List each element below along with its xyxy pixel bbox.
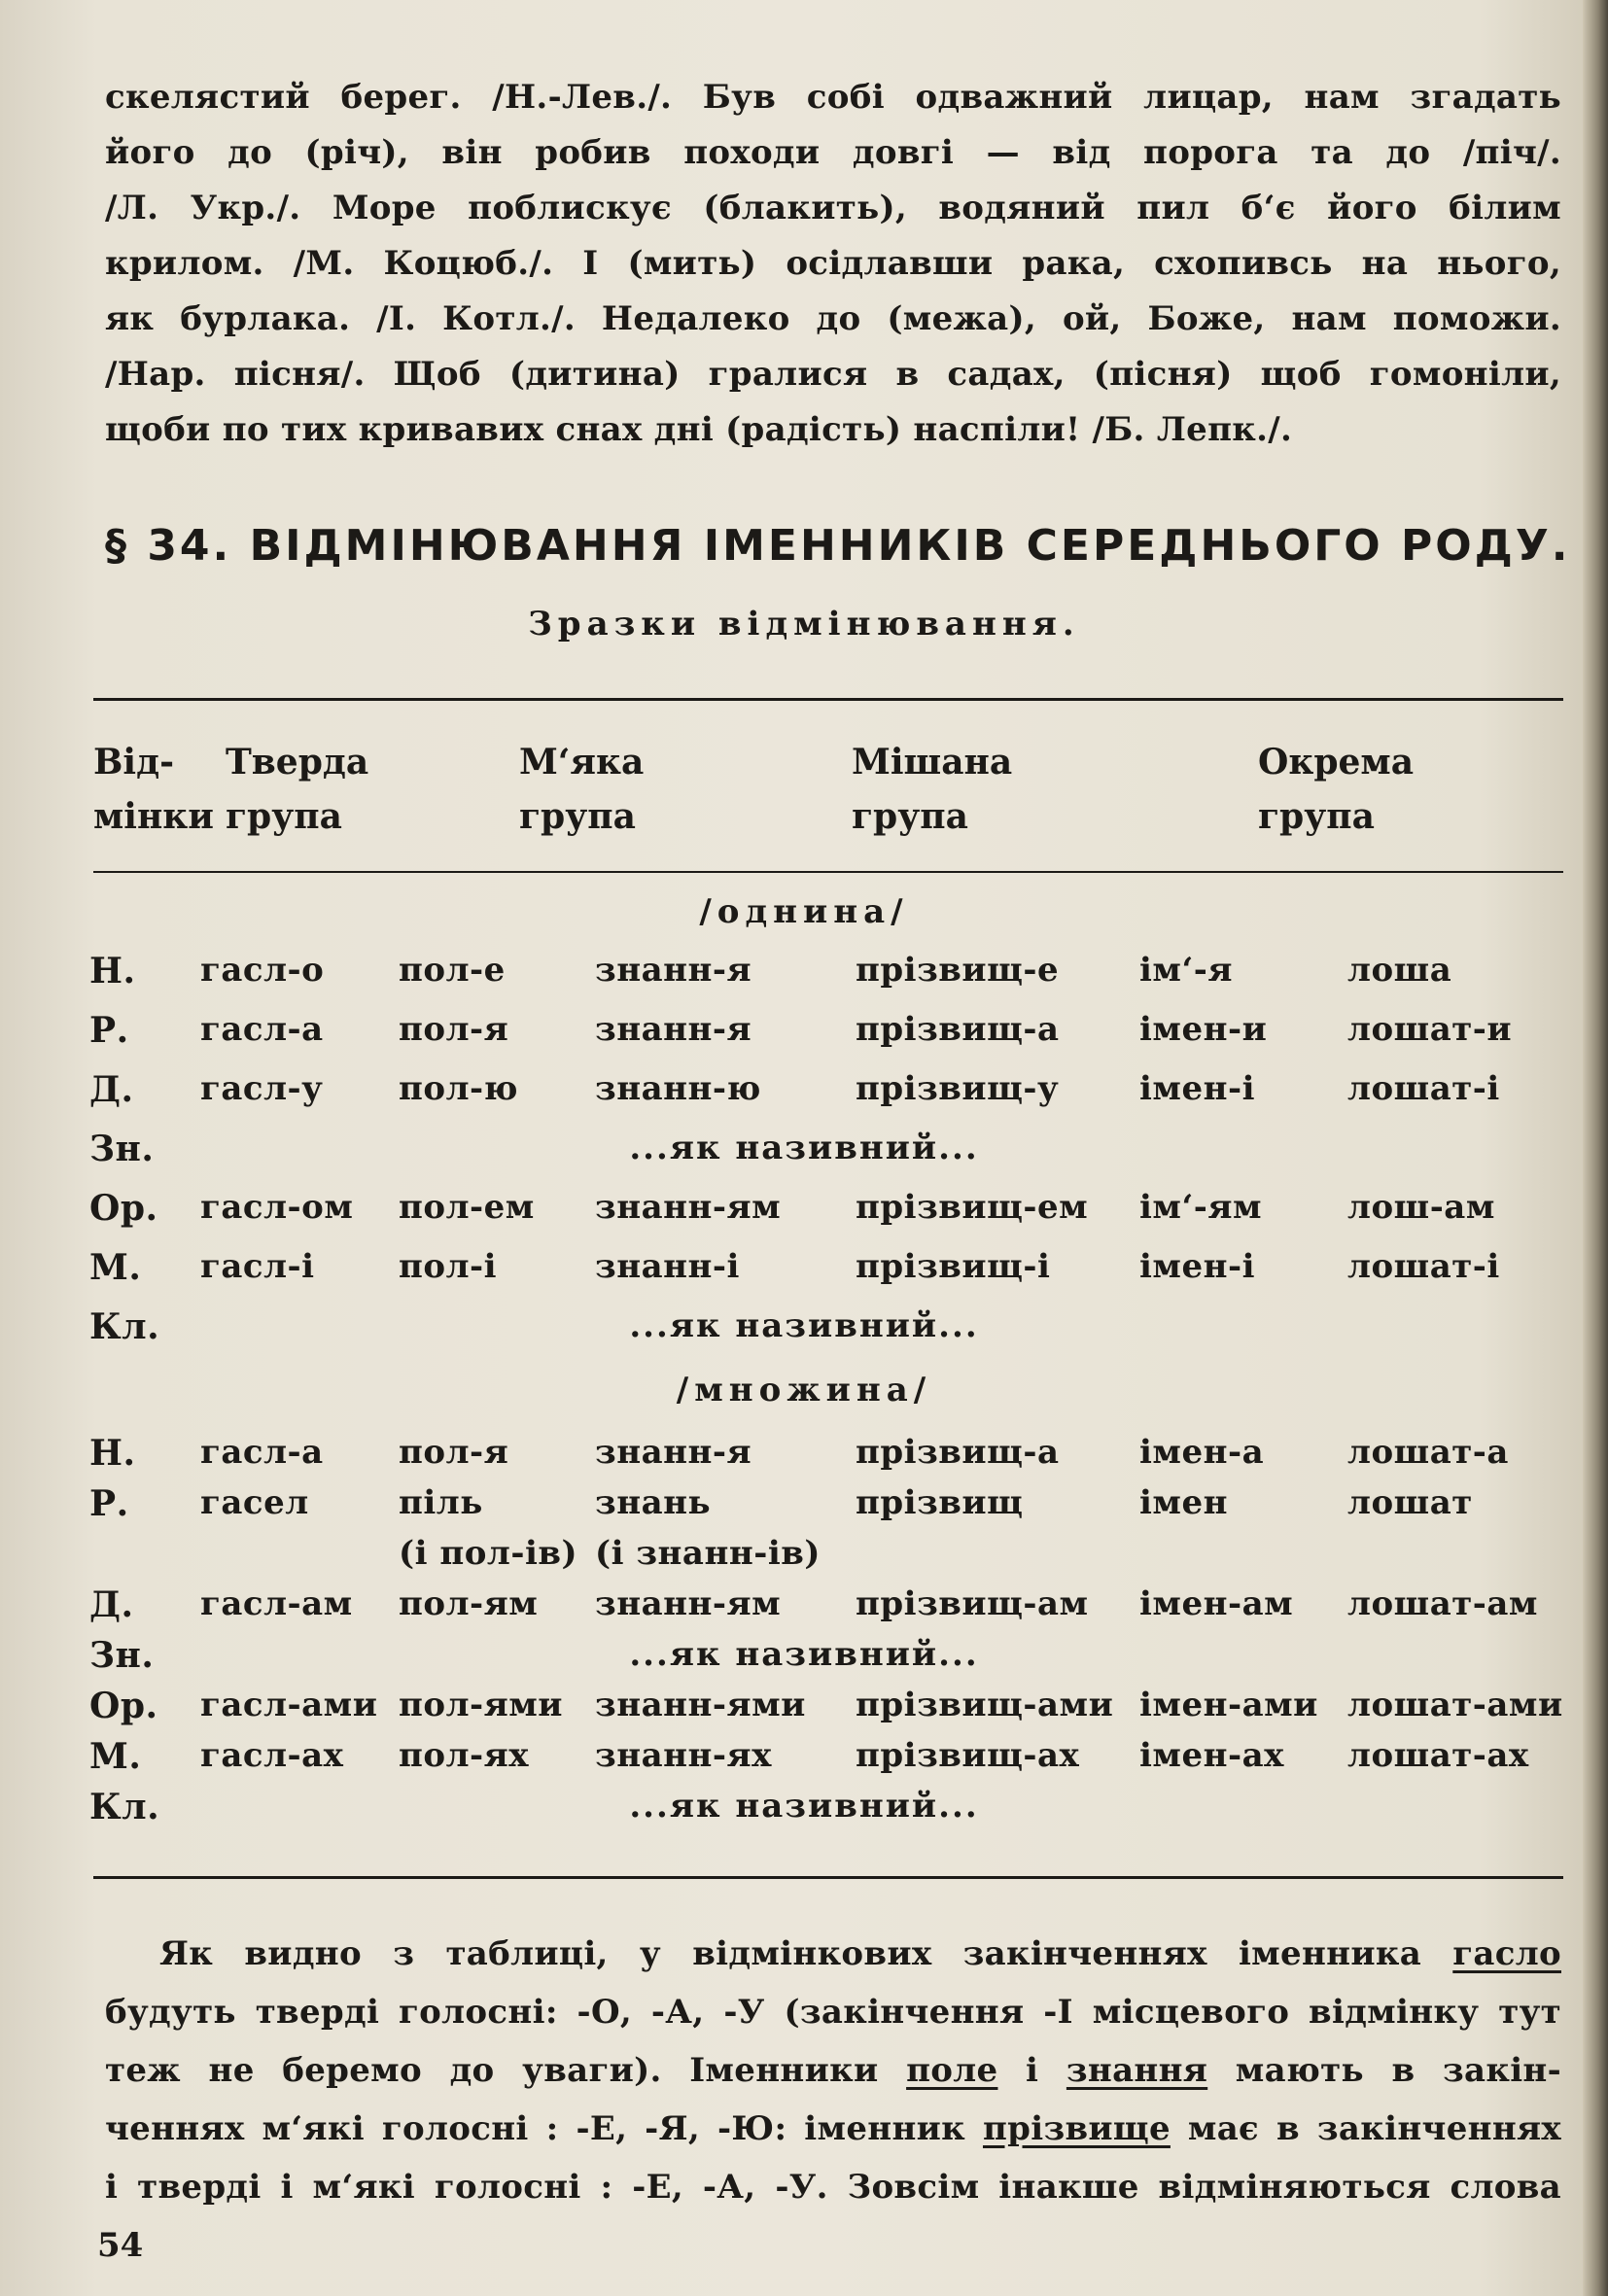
form-c5: імен-ами [1139, 1686, 1318, 1724]
plural-label: /множина/ [676, 1371, 932, 1409]
form-c1: гасл-ами [200, 1686, 378, 1724]
form-c1: гасл-о [200, 951, 325, 990]
form-c2: пол-ям [399, 1584, 539, 1623]
form-c5: імен-а [1139, 1433, 1265, 1472]
form-c1: гасл-і [200, 1247, 315, 1286]
table-row [0, 1188, 1608, 1246]
form-c6: лошат-ам [1347, 1584, 1538, 1623]
form-c6: лош-ам [1347, 1188, 1495, 1227]
form-c2: пол-і [399, 1247, 498, 1286]
same-as-nominative-note: ...як називний... [629, 1129, 979, 1167]
table-row [0, 1635, 1608, 1693]
form-c6: лошат-і [1347, 1069, 1500, 1108]
form-c6: лошат-ами [1347, 1686, 1563, 1724]
form-c3: знанн-я [595, 1433, 752, 1472]
form-c3: знанн-і [595, 1247, 740, 1286]
text-line: щоби по тих кривавих снах дні (радість) наспіли! /Б. Лепк./. [105, 410, 1293, 449]
form-c5: ім‘-я [1139, 951, 1234, 990]
form-c2: піль [399, 1483, 483, 1522]
header-bottom-rule [93, 871, 1563, 873]
table-row [0, 1306, 1608, 1365]
form-c4: прізвищ-ами [856, 1686, 1114, 1724]
same-as-nominative-note: ...як називний... [629, 1635, 979, 1674]
form-c4: прізвищ-і [856, 1247, 1051, 1286]
table-bottom-rule [93, 1876, 1563, 1879]
form-c3: знанн-ях [595, 1736, 772, 1775]
case-label: М. [89, 1736, 142, 1777]
form-c6: лошат [1347, 1483, 1473, 1522]
form-c5: імен-і [1139, 1069, 1255, 1108]
form-c1: гасл-ом [200, 1188, 354, 1227]
table-row [0, 1069, 1608, 1128]
case-label: Н. [89, 1433, 136, 1474]
form-c3: знанн-я [595, 951, 752, 990]
table-top-rule [93, 698, 1563, 701]
form-c1: гасл-ах [200, 1736, 344, 1775]
case-label: Кл. [89, 1306, 160, 1347]
table-row [0, 1686, 1608, 1744]
table-row [0, 1010, 1608, 1068]
case-label: Ор. [89, 1686, 158, 1726]
text-line: і тверді і м‘які голосні : -Е, -А, -У. Зовсім інакше відміняються слова [105, 2168, 1561, 2207]
table-row [0, 1129, 1608, 1187]
text-line: будуть тверді голосні: -О, -А, -У (закінчення -І місцевого відмінку тут [105, 1993, 1561, 2032]
form-c6: лошат-а [1347, 1433, 1509, 1472]
form-c3: знанн-ям [595, 1188, 782, 1227]
form-c4: прізвищ-ам [856, 1584, 1089, 1623]
table-row [0, 1584, 1608, 1643]
form-c5: імен-і [1139, 1247, 1255, 1286]
case-label: М. [89, 1247, 142, 1288]
text-line: ченнях м‘які голосні : -Е, -Я, -Ю: іменник прізвище має в закінченнях [105, 2109, 1561, 2148]
header-hard: Тверда група [226, 742, 369, 837]
form-c4: прізвищ-ем [856, 1188, 1089, 1227]
form-c5: імен-ах [1139, 1736, 1284, 1775]
form-c2: пол-ями [399, 1686, 564, 1724]
same-as-nominative-note: ...як називний... [629, 1306, 979, 1345]
form-c4: прізвищ-а [856, 1010, 1060, 1049]
table-subtitle: Зразки відмінювання. [528, 605, 1080, 644]
form-c3: знанн-ю [595, 1069, 761, 1108]
form-c1: гасел [200, 1483, 309, 1522]
table-row [0, 1787, 1608, 1845]
table-row [0, 1534, 1608, 1592]
form-c6: лошат-ах [1347, 1736, 1529, 1775]
form-c3: знанн-ям [595, 1584, 782, 1623]
text-line: його до (річ), він робив походи довгі — від порога та до /піч/. [105, 133, 1561, 172]
form-c5: імен-ам [1139, 1584, 1294, 1623]
header-case: Від- мінки [93, 742, 214, 837]
table-row [0, 1736, 1608, 1794]
case-label: Ор. [89, 1188, 158, 1229]
form-c2: пол-ю [399, 1069, 519, 1108]
text-line: /Нар. пісня/. Щоб (дитина) гралися в садах, (пісня) щоб гомоніли, [105, 355, 1561, 394]
text-line: теж не беремо до уваги). Іменники поле і знання мають в закін- [105, 2051, 1562, 2090]
form-c2: пол-я [399, 1010, 509, 1049]
form-c4: прізвищ [856, 1483, 1024, 1522]
form-c4: прізвищ-ах [856, 1736, 1080, 1775]
form-c5: ім‘-ям [1139, 1188, 1263, 1227]
form-c6: лошат-і [1347, 1247, 1500, 1286]
form-c5: імен [1139, 1483, 1228, 1522]
header-special: Окрема група [1258, 742, 1415, 837]
table-row [0, 1433, 1608, 1491]
text-line: як бурлака. /І. Котл./. Недалеко до (межа), ой, Боже, нам поможи. [105, 299, 1561, 338]
header-soft: М‘яка група [519, 742, 645, 837]
form-c6: лошат-и [1347, 1010, 1513, 1049]
table-row [0, 1483, 1608, 1542]
section-heading: § 34. ВІДМІНЮВАННЯ ІМЕННИКІВ СЕРЕДНЬОГО РОДУ. [105, 521, 1571, 571]
table-row [0, 951, 1608, 1009]
form-c2: пол-я [399, 1433, 509, 1472]
form-c1: гасл-а [200, 1433, 324, 1472]
form-c6: лоша [1347, 951, 1452, 990]
same-as-nominative-note: ...як називний... [629, 1787, 979, 1826]
form-c2: пол-ем [399, 1188, 535, 1227]
header-mixed: Мішана група [852, 742, 1013, 837]
case-label: Р. [89, 1010, 129, 1051]
form-c5: імен-и [1139, 1010, 1268, 1049]
text-line: Як видно з таблиці, у відмінкових закінченнях іменника гасло [159, 1934, 1561, 1973]
case-label: Р. [89, 1483, 129, 1524]
form-c3: (і знанн-ів) [595, 1534, 821, 1573]
form-c1: гасл-ам [200, 1584, 353, 1623]
form-c3: знанн-я [595, 1010, 752, 1049]
form-c2: пол-ях [399, 1736, 530, 1775]
case-label: Кл. [89, 1787, 160, 1827]
form-c1: гасл-у [200, 1069, 324, 1108]
case-label: Д. [89, 1069, 134, 1110]
form-c2: (і пол-ів) [399, 1534, 578, 1573]
form-c2: пол-е [399, 951, 506, 990]
text-line: крилом. /М. Коцюб./. І (мить) осідлавши рака, схопивсь на нього, [105, 244, 1561, 283]
page-number: 54 [97, 2226, 144, 2265]
form-c4: прізвищ-у [856, 1069, 1060, 1108]
form-c3: знань [595, 1483, 712, 1522]
case-label: Д. [89, 1584, 134, 1625]
singular-label: /однина/ [699, 892, 909, 931]
form-c3: знанн-ями [595, 1686, 806, 1724]
text-line: /Л. Укр./. Море поблискує (блакить), водяний пил б‘є його білим [105, 189, 1561, 227]
case-label: Зн. [89, 1635, 155, 1676]
form-c4: прізвищ-а [856, 1433, 1060, 1472]
table-row [0, 1247, 1608, 1305]
form-c1: гасл-а [200, 1010, 324, 1049]
form-c4: прізвищ-е [856, 951, 1060, 990]
case-label: Н. [89, 951, 136, 991]
case-label: Зн. [89, 1129, 155, 1169]
text-line: скелястий берег. /Н.-Лев./. Був собі одважний лицар, нам згадать [105, 78, 1561, 117]
